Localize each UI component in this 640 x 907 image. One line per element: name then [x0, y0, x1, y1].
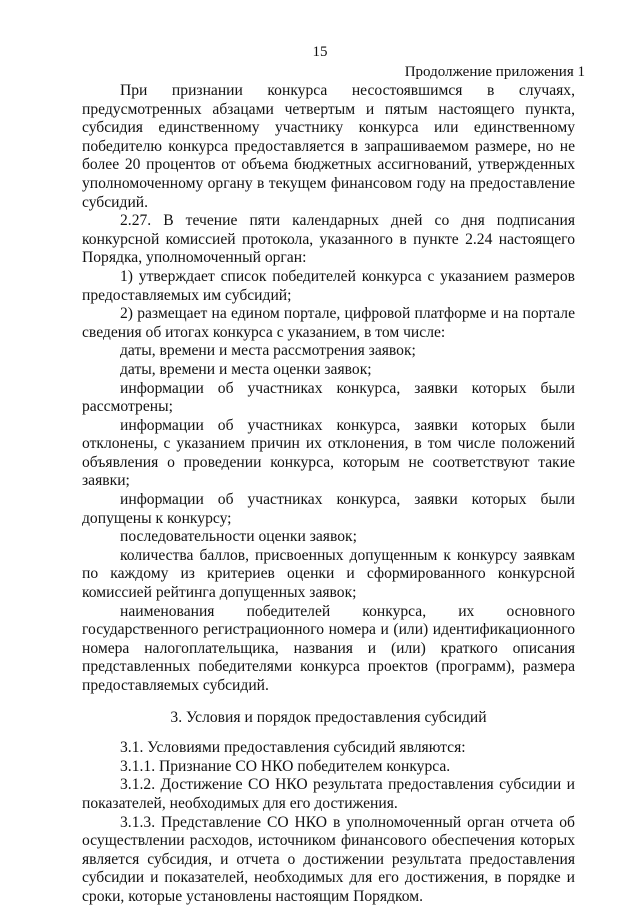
section-heading: 3. Условия и порядок предоставления субсидий — [170, 708, 487, 726]
list-item: количества баллов, присвоенных допущенным к конкурсу заявкам по каждому из критериев оценки и сформированного конкурсной комиссией рейтинга допущенных заявок; — [82, 546, 575, 602]
page-number: 15 — [312, 44, 328, 60]
paragraph: 3.1.3. Представление СО НКО в уполномоченный орган отчета об осуществлении расходов, источником финансового обеспечения которых является субсидия, и отчета о достижении результата предоставления субсидии и показателей, необходимых для его достижения, в порядке и сроки, которые установлены настоящим Порядком. — [82, 813, 575, 905]
document-body — [82, 82, 575, 907]
list-item: даты, времени и места рассмотрения заявок; — [120, 342, 416, 360]
paragraph: При признании конкурса несостоявшимся в случаях, предусмотренных абзацами четвертым и пятым настоящего пункта, субсидия единственному участнику конкурса или единственному победителю конкурса предоставляется в запрашиваемом размере, но не более 20 процентов от объема бюджетных ассигнований, утвержденных уполномоченному органу в текущем финансовом году на предоставление субсидий. — [82, 82, 575, 211]
list-item: информации об участниках конкурса, заявки которых были допущены к конкурсу; — [82, 491, 575, 527]
paragraph: 3.1.2. Достижение СО НКО результата предоставления субсидии и показателей, необходимых для его достижения. — [82, 776, 575, 812]
list-item: информации об участниках конкурса, заявки которых были отклонены, с указанием причин их отклонения, в том числе положений объявления о проведении конкурса, которым не соответствуют такие заявки; — [82, 416, 575, 490]
list-item: 2) размещает на едином портале, цифровой платформе и на портале сведения об итогах конкурса с указанием, в том числе: — [82, 305, 575, 341]
list-item: 1) утверждает список победителей конкурса с указанием размеров предоставляемых им субсидий; — [82, 267, 575, 304]
list-item: последовательности оценки заявок; — [120, 528, 357, 546]
paragraph: 2.27. В течение пяти календарных дней со дня подписания конкурсной комиссией протокола, указанного в пункте 2.24 настоящего Порядка, уполномоченный орган: — [82, 212, 575, 267]
list-item: информации об участниках конкурса, заявки которых были рассмотрены; — [82, 379, 575, 416]
list-item: даты, времени и места оценки заявок; — [120, 360, 372, 378]
paragraph: 3.1.1. Признание СО НКО победителем конкурса. — [120, 757, 451, 775]
continuation-label: Продолжение приложения 1 — [404, 64, 585, 80]
list-item: наименования победителей конкурса, их основного государственного регистрационного номера и (или) идентификационного номера налогоплательщика, названия и (или) краткого описания представленных победителями конкурса проектов (программ), размера предоставляемых субсидий. — [82, 602, 575, 694]
paragraph: 3.1. Условиями предоставления субсидий являются: — [120, 739, 466, 757]
